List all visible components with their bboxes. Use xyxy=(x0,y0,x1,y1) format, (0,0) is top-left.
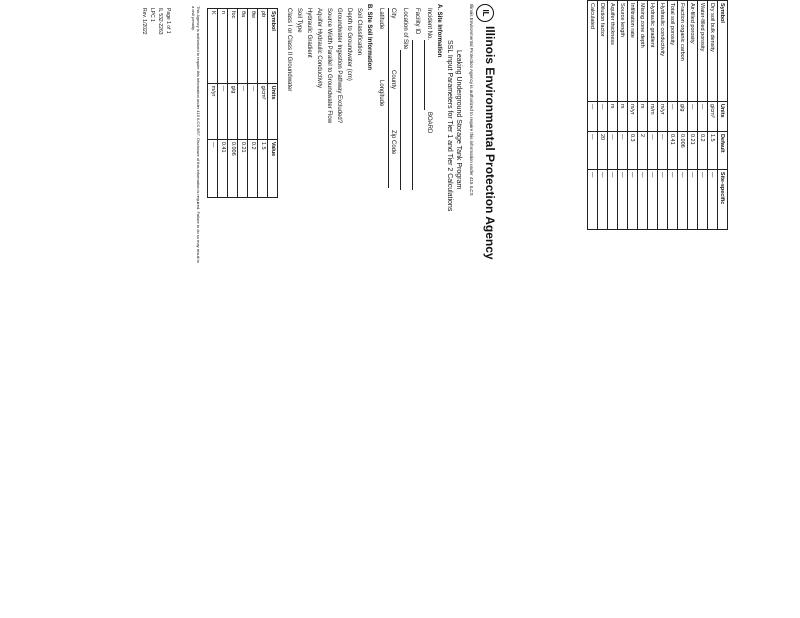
header-cell: Units xyxy=(718,101,728,131)
table-cell[interactable]: 1.5 xyxy=(258,139,268,197)
table-row xyxy=(708,1,718,230)
table-row xyxy=(648,1,658,230)
table-cell: Fraction organic carbon xyxy=(678,1,688,102)
table-row xyxy=(628,1,638,230)
table-cell: m/yr xyxy=(628,101,638,131)
table-cell[interactable]: 0.21 xyxy=(238,139,248,197)
table-cell: Dry soil bulk density xyxy=(708,1,718,102)
soil-field-5: Hydraulic Gradient xyxy=(306,8,312,58)
zip-label: Zip Code xyxy=(390,130,396,155)
table-cell: m xyxy=(618,101,628,131)
latitude-label: Latitude xyxy=(378,8,384,30)
table-cell: m xyxy=(608,101,618,131)
site-specific-table xyxy=(587,0,728,230)
table-row xyxy=(598,1,608,230)
table-cell: g/cm³ xyxy=(258,83,268,139)
soil-field-2: Groundwater Ingestion Pathway Excluded? xyxy=(336,8,342,124)
table-cell: — xyxy=(658,131,668,169)
header-cell: Symbol xyxy=(268,9,278,84)
table-cell: foc xyxy=(228,9,238,84)
form-number: IL 532-2263 xyxy=(157,8,163,35)
table-cell: m/m xyxy=(648,101,658,131)
table-cell: K xyxy=(208,9,218,84)
table-cell[interactable]: — xyxy=(708,169,718,229)
table-cell: Total soil porosity xyxy=(668,1,678,102)
table-cell[interactable]: — xyxy=(598,169,608,229)
program-title: Leaking Underground Storage Tank Program xyxy=(455,50,462,190)
table-cell: g/g xyxy=(678,101,688,131)
header-cell: Units xyxy=(268,83,278,139)
table-row xyxy=(588,1,598,230)
form-title: SSL Input Parameters for Tier 1 and Tier 2 Calculations xyxy=(446,40,453,212)
table-cell: 0.2 xyxy=(698,131,708,169)
table-cell: — xyxy=(668,101,678,131)
table-cell: 0.006 xyxy=(678,131,688,169)
table-row xyxy=(658,1,668,230)
table-cell[interactable]: — xyxy=(658,169,668,229)
table-cell: θw xyxy=(248,9,258,84)
incident-label: Incident No. xyxy=(426,8,432,41)
table-cell: n xyxy=(218,9,228,84)
table-row xyxy=(618,1,628,230)
soil-field-6: Soil Type xyxy=(296,8,302,33)
table-cell: — xyxy=(598,101,608,131)
table-cell: Hydraulic gradient xyxy=(648,1,658,102)
table-cell: 1.5 xyxy=(708,131,718,169)
table-cell: g/cm³ xyxy=(708,101,718,131)
table-cell[interactable]: 0.006 xyxy=(228,139,238,197)
table-row xyxy=(638,1,648,230)
table-cell[interactable]: — xyxy=(588,169,598,229)
table-cell: — xyxy=(588,131,598,169)
table-row xyxy=(208,9,218,198)
table-cell: θa xyxy=(238,9,248,84)
table-cell: 2 xyxy=(638,131,648,169)
table-cell: ρb xyxy=(258,9,268,84)
authority-notice: Illinois Environmental Protection Agency is authorized to require this information under 415 ILCS xyxy=(469,4,474,196)
soil-field-0: Soil Classification xyxy=(356,8,362,56)
table-cell: Air-filled porosity xyxy=(688,1,698,102)
soil-field-1: Depth to Groundwater (cm) xyxy=(346,8,352,81)
table-cell: Water-filled porosity xyxy=(698,1,708,102)
table-cell[interactable]: — xyxy=(698,169,708,229)
table-row xyxy=(608,1,618,230)
header-cell: Value xyxy=(268,139,278,197)
table-cell: — xyxy=(618,131,628,169)
incident-value: BOARD xyxy=(426,112,432,134)
table-cell: m/yr xyxy=(208,83,218,139)
section-b-label: B. Site Soil Information xyxy=(366,4,372,71)
table-cell: g/g xyxy=(228,83,238,139)
table-cell: 0.41 xyxy=(668,131,678,169)
table-header-row xyxy=(718,1,728,230)
soil-field-3: Source Width Parallel to Groundwater Flow xyxy=(326,8,332,124)
table-cell: Hydraulic conductivity xyxy=(658,1,668,102)
header-cell: Default xyxy=(718,131,728,169)
table-row xyxy=(678,1,688,230)
city-label: City xyxy=(390,8,396,19)
table-cell: 20 xyxy=(598,131,608,169)
table-cell[interactable]: — xyxy=(668,169,678,229)
revision: Rev. 1/2022 xyxy=(141,8,147,35)
soil-field-7: Class I or Class II Groundwater xyxy=(286,8,292,92)
footer-note: This Agency is authorized to require this information under 415 ILCS 5/57. Disclosure of this information is required. Failure to do so may result in a civil penalty. xyxy=(191,6,201,263)
table-cell[interactable]: — xyxy=(648,169,658,229)
location-label: Location of Site xyxy=(402,8,408,50)
longitude-label: Longitude xyxy=(378,80,384,107)
agency-title: Illinois Environmental Protection Agency xyxy=(483,26,497,260)
table-cell: — xyxy=(608,131,618,169)
table-cell: Infiltration rate xyxy=(628,1,638,102)
table-row xyxy=(668,1,678,230)
rotated-right-table-wrap xyxy=(228,0,728,280)
table-cell: Mixing zone depth xyxy=(638,1,648,102)
table-row xyxy=(218,9,228,198)
table-cell[interactable]: — xyxy=(618,169,628,229)
table-cell: — xyxy=(588,101,598,131)
table-cell: Calculated xyxy=(588,1,598,102)
header-cell: Symbol xyxy=(718,1,728,102)
table-cell: 0.3 xyxy=(628,131,638,169)
table-cell[interactable]: — xyxy=(608,169,618,229)
table-cell: — xyxy=(218,83,228,139)
table-cell: m/yr xyxy=(658,101,668,131)
table-cell: Aquifer thickness xyxy=(608,1,618,102)
facility-label: Facility ID xyxy=(414,8,420,35)
table-cell: 0.21 xyxy=(688,131,698,169)
table-cell[interactable]: — xyxy=(628,169,638,229)
table-cell: — xyxy=(698,101,708,131)
table-cell[interactable]: 0.41 xyxy=(218,139,228,197)
county-label: County xyxy=(390,70,396,90)
section-a-label: A. Site Information xyxy=(436,4,442,58)
table-cell[interactable]: — xyxy=(688,169,698,229)
page-number: Page 1 of 1 xyxy=(165,8,171,34)
table-cell: — xyxy=(248,83,258,139)
table-cell: Source length xyxy=(618,1,628,102)
table-cell: — xyxy=(238,83,248,139)
table-cell: Dilution factor xyxy=(598,1,608,102)
table-cell[interactable]: — xyxy=(208,139,218,197)
table-cell[interactable]: 0.2 xyxy=(248,139,258,197)
table-row xyxy=(698,1,708,230)
table-cell: — xyxy=(648,131,658,169)
table-cell[interactable]: — xyxy=(678,169,688,229)
table-cell[interactable]: — xyxy=(638,169,648,229)
header-cell: Site-specific xyxy=(718,169,728,229)
table-cell: — xyxy=(688,101,698,131)
table-row xyxy=(688,1,698,230)
table-cell: m xyxy=(638,101,648,131)
lpc-number: LPC 1 xyxy=(149,8,155,22)
soil-field-4: Aquifer Hydraulic Conductivity xyxy=(316,8,322,89)
illinois-seal-icon: IL xyxy=(476,4,494,22)
